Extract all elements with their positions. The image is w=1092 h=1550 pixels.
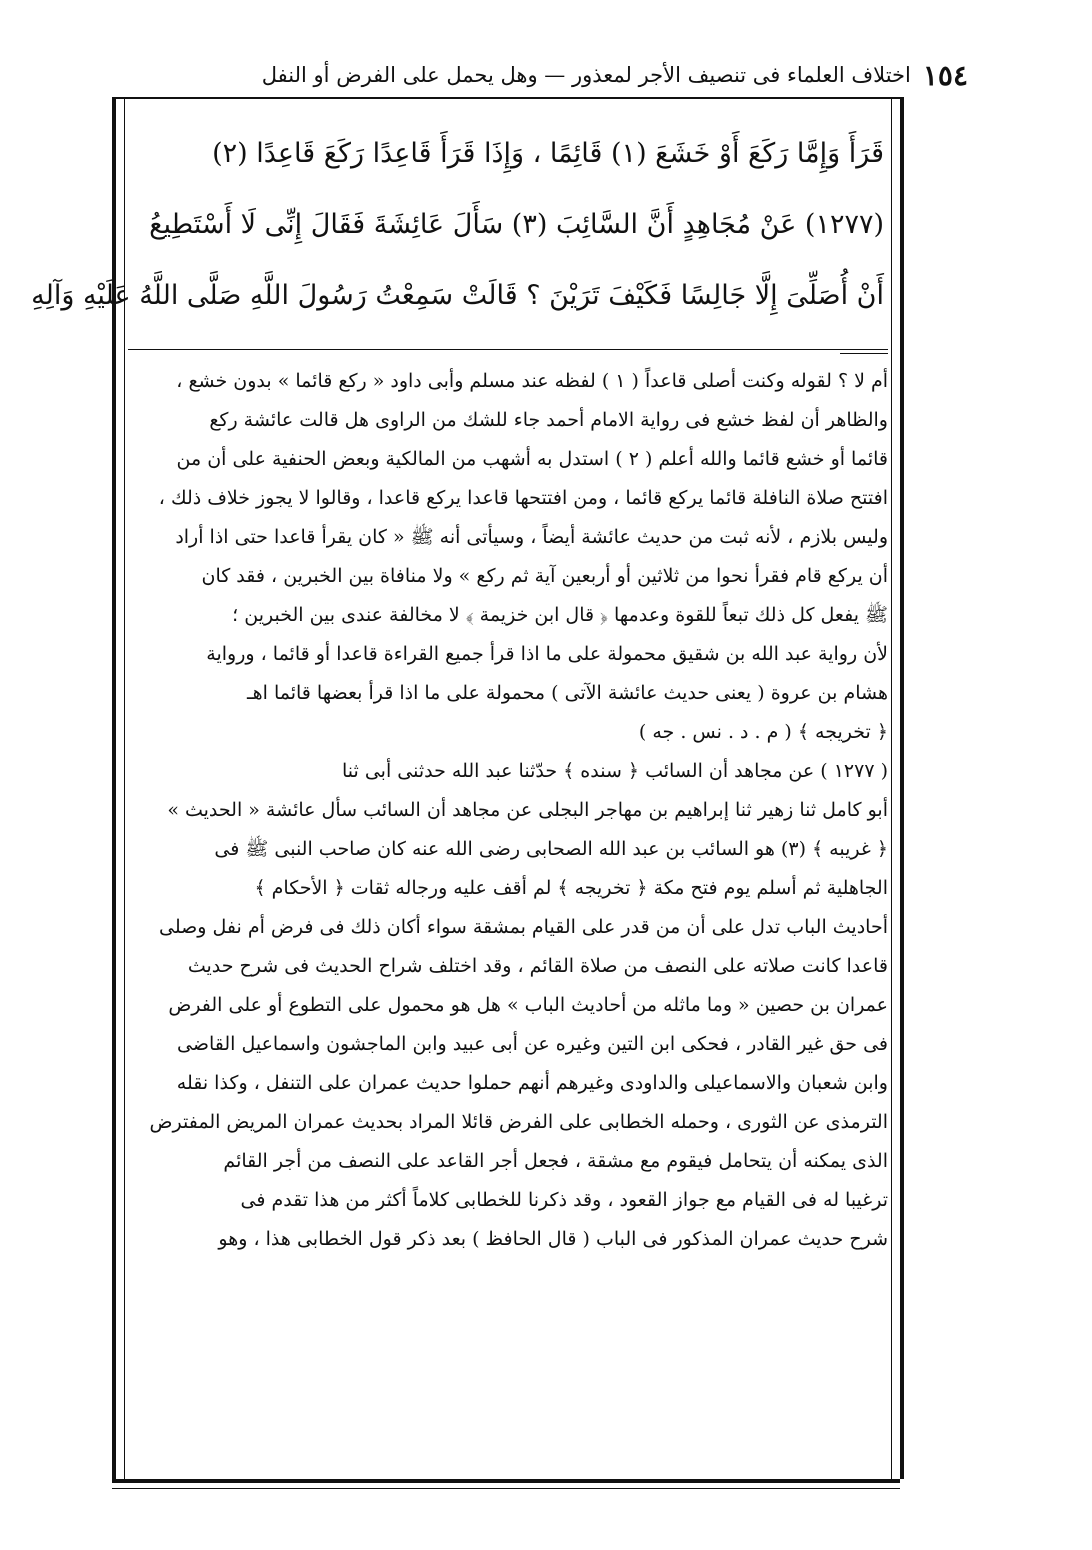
hadith-line: أَنْ أُصَلِّىَ إِلَّا جَالِسًا فَكَيْفَ تَرَيْنَ ؟ قَالَتْ سَمِعْتُ رَسُولَ اللَّهِ صَلَّى اللَّهُ عَلَيْهِ وَآلِهِ (31, 280, 884, 311)
commentary-line: ﴿ غريبه ﴾ (٣) هو السائب بن عبد الله الصحابى رضى الله عنه كان صاحب النبى ﷺ فى (214, 838, 888, 860)
commentary-line: وابن شعبان والاسماعيلى والداودى وغيرهم أنهم حملوا حديث عمران على التنفل ، وكذا نقله (176, 1072, 888, 1094)
commentary-line: فى حق غير القادر ، فحكى ابن التين وغيره عن أبى عبيد وابن الماجشون واسماعيل القاضى (176, 1033, 888, 1055)
commentary-line: لأن رواية عبد الله بن شقيق محمولة على ما اذا قرأ جميع القراءة قاعدا أو قائما ، ورواية (206, 643, 888, 665)
commentary-line: قائما أو خشع قائما والله أعلم ( ٢ ) استدل به أشهب من المالكية وبعض الحنفية على أن من (176, 448, 888, 470)
commentary-line: شرح حديث عمران المذكور فى الباب ( قال الحافظ ) بعد ذكر قول الخطابى هذا ، وهو (218, 1228, 888, 1250)
running-header (118, 52, 968, 98)
commentary-line: أبو كامل ثنا زهير ثنا إبراهيم بن مهاجر البجلى عن مجاهد أن السائب سأل عائشة « الحديث » (167, 799, 888, 821)
commentary-line: ترغيبا له فى القيام مع جواز القعود ، وقد ذكرنا للخطابى كلاماً أكثر من هذا تقدم فى (240, 1189, 888, 1211)
page-number: ١٥٤ (922, 58, 968, 92)
commentary-line: ﷺ يفعل كل ذلك تبعاً للقوة وعدمها ﴿ قال ابن خزيمة ﴾ لا مخالفة عندى بين الخبرين ؛ (232, 604, 888, 626)
commentary-line: عمران بن حصين « وما ماثله من أحاديث الباب » هل هو محمول على التطوع أو على الفرض (168, 994, 888, 1016)
section-divider-short (840, 353, 888, 354)
commentary-line: هشام بن عروة ( يعنى حديث عائشة الآتى ) محمولة على ما اذا قرأ بعضها قائما اهـ (247, 682, 888, 704)
commentary-line: الذى يمكنه أن يتحامل فيقوم مع مشقة ، فجعل أجر القاعد على النصف من أجر القائم (223, 1150, 888, 1172)
section-divider (128, 349, 888, 350)
commentary-line: قاعدا كانت صلاته على النصف من صلاة القائم ، وقد اختلف شراح الحديث فى شرح حديث (187, 955, 888, 977)
commentary-line: والظاهر أن لفظ خشع فى رواية الامام أحمد جاء للشك من الراوى هل قالت عائشة ركع (209, 409, 888, 431)
commentary-line: ( ١٢٧٧ ) عن مجاهد أن السائب ﴿ سنده ﴾ حدّثنا عبد الله حدثنى أبى ثنا (341, 760, 888, 782)
commentary-line: افتتح صلاة النافلة قائما يركع قائما ، ومن افتتحها قاعدا يركع قاعدا ، وقالوا لا يجوز خلاف ذلك ، (158, 487, 888, 509)
running-title: اختلاف العلماء فى تنصيف الأجر لمعذور — وهل يحمل على الفرض أو النفل (261, 63, 911, 87)
commentary-line: وليس بلازم ، لأنه ثبت من حديث عائشة أيضاً ، وسيأتى أنه ﷺ « كان يقرأ قاعدا حتى اذا أراد (175, 526, 888, 548)
hadith-line: (١٢٧٧) عَنْ مُجَاهِدٍ أَنَّ السَّائِبَ (٣) سَأَلَ عَائِشَةَ فَقَالَ إِنِّى لَا أَسْتَطِيعُ (149, 209, 884, 240)
hadith-text (31, 118, 884, 343)
commentary-line: الجاهلية ثم أسلم يوم فتح مكة ﴿ تخريجه ﴾ لم أقف عليه ورجاله ثقات ﴿ الأحكام ﴾ (254, 877, 888, 899)
bottom-rule-thin (112, 1488, 900, 1489)
bottom-rule (112, 1479, 900, 1483)
commentary-line: الترمذى عن الثورى ، وحمله الخطابى على الفرض قائلا المراد بحديث عمران المريض المفترض (149, 1111, 888, 1133)
commentary-line: أم لا ؟ لقوله وكنت أصلى قاعداً ( ١ ) لفظه عند مسلم وأبى داود « ركع قائما » بدون خشع ، (176, 370, 888, 392)
commentary-line: ﴿ تخريجه ﴾ ( م . د . نس . جه ) (638, 721, 888, 743)
commentary-line: أحاديث الباب تدل على أن من قدر على القيام بمشقة سواء أكان ذلك فى فرض أم نفل وصلى (159, 916, 888, 938)
hadith-line: قَرَأَ وَإِمَّا رَكَعَ أَوْ خَشَعَ (١) قَائِمًا ، وَإِذَا قَرَأَ قَاعِدًا رَكَعَ قَاعِدًا (٢) (212, 138, 884, 169)
top-rule (112, 97, 900, 99)
commentary-text (118, 362, 888, 1442)
commentary-line: أن يركع قام فقرأ نحوا من ثلاثين أو أربعين آية ثم ركع » ولا منافاة بين الخبرين ، فقد كان (201, 565, 888, 587)
